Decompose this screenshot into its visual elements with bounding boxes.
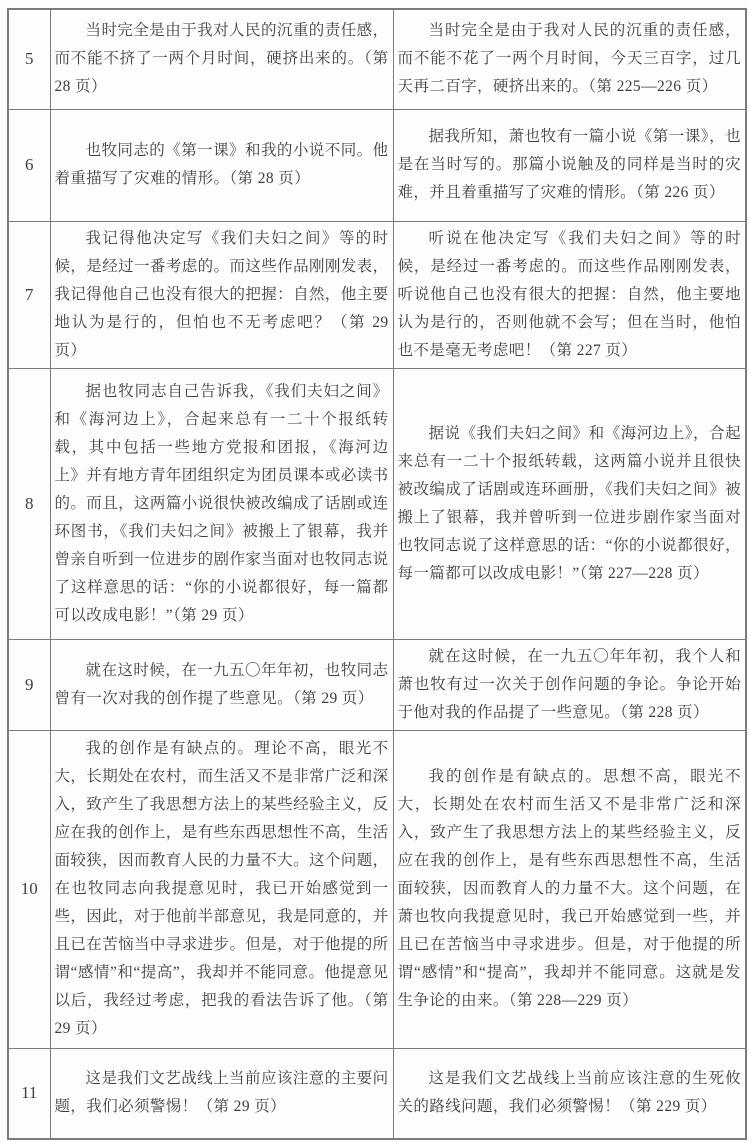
table-row <box>8 639 746 730</box>
version-b-cell <box>393 221 746 368</box>
version-b-cell <box>393 368 746 639</box>
row-number: 9 <box>8 639 50 730</box>
version-a-text: 当时完全是由于我对人民的沉重的责任感，而不能不挤了一两个月时间，硬挤出来的。（第 28 页） <box>54 22 389 96</box>
comparison-table <box>7 8 747 1140</box>
row-number: 8 <box>8 368 50 639</box>
version-a-cell <box>50 730 393 1048</box>
table-row <box>8 109 746 221</box>
version-b-text: 据我所知，萧也牧有一篇小说《第一课》，也是在当时写的。那篇小说触及的同样是当时的灾难，并且着重描写了灾难的情形。（第 226 页） <box>397 128 741 201</box>
version-b-text: 当时完全是由于我对人民的沉重的责任感，而不能不花了一两个月时间，今天三百字，过几天再二百字，硬挤出来的。（第 225—226 页） <box>397 22 741 96</box>
version-b-cell <box>393 9 746 109</box>
version-b-cell <box>393 1048 746 1139</box>
version-a-cell <box>50 368 393 639</box>
table-row <box>8 368 746 639</box>
table-row <box>8 221 746 368</box>
version-b-text: 据说《我们夫妇之间》和《海河边上》，合起来总有一二十个报纸转载，这两篇小说并且很快被改编成了话剧或连环画册，《我们夫妇之间》被搬上了银幕，我并曾听到一位进步剧作家当面对也牧同志说了这样意思的话：“你的小说都很好，每一篇都可以改成电影！”（第 227—228 页） <box>397 424 741 582</box>
version-a-cell <box>50 639 393 730</box>
table-row <box>8 730 746 1048</box>
version-a-text: 就在这时候，在一九五〇年年初，也牧同志曾有一次对我的创作提了些意见。（第 29 页） <box>54 661 389 707</box>
version-a-cell <box>50 109 393 221</box>
version-b-cell <box>393 730 746 1048</box>
version-b-text: 听说在他决定写《我们夫妇之间》等的时候，是经过一番考虑的。而这些作品刚刚发表，听说他自己也没有很大的把握：自然，他主要地认为是行的，否则他就不会写；但在当时，他怕也不是毫无考虑吧！（第 227 页） <box>397 229 741 359</box>
version-b-text: 就在这时候，在一九五〇年年初，我个人和萧也牧有过一次关于创作问题的争论。争论开始于他对我的作品提了一些意见。（第 228 页） <box>397 647 741 721</box>
table-row <box>8 9 746 109</box>
version-b-text: 这是我们文艺战线上当前应该注意的生死攸关的路线问题，我们必须警惕！（第 229 页） <box>397 1070 741 1116</box>
row-number: 6 <box>8 109 50 221</box>
row-number: 7 <box>8 221 50 368</box>
version-a-cell <box>50 221 393 368</box>
row-number: 11 <box>8 1048 50 1139</box>
version-a-text: 也牧同志的《第一课》和我的小说不同。他着重描写了灾难的情形。（第 28 页） <box>54 142 389 187</box>
version-b-text: 我的创作是有缺点的。思想不高，眼光不大，长期处在农村而生活又不是非常广泛和深入，致产生了我思想方法上的某些经验主义，反应在我的创作上，是有些东西思想性不高，生活面较狭，因而教育人的力量不大。这个问题，在萧也牧向我提意见时，我已开始感觉到一些，并且已在苦恼当中寻求进步。但是，对于他提的所谓“感情”和“提高”，我却并不能同意。这就是发生争论的由来。（第 228—229 页） <box>397 768 741 1009</box>
version-a-text: 我的创作是有缺点的。理论不高，眼光不大，长期处在农村，而生活又不是非常广泛和深入，致产生了我思想方法上的某些经验主义，反应在我的创作上，是有些东西思想性不高，生活面较狭，因而教育人民的力量不大。这个问题，在也牧同志向我提意见时，我已开始感觉到一些，因此，对于他前半部意见，我是同意的，并且已在苦恼当中寻求进步。但是，对于他提的所谓“感情”和“提高”，我却并不能同意。他提意见以后，我经过考虑，把我的看法告诉了他。（第 29 页） <box>54 740 389 1037</box>
row-number: 5 <box>8 9 50 109</box>
version-a-text: 这是我们文艺战线上当前应该注意的主要问题，我们必须警惕！（第 29 页） <box>54 1070 389 1116</box>
row-number: 10 <box>8 730 50 1048</box>
version-a-text: 我记得他决定写《我们夫妇之间》等的时候，是经过一番考虑的。而这些作品刚刚发表，我记得他自己也没有很大的把握：自然，他主要地认为是行的，但怕也不无考虑吧？（第 29 页） <box>54 229 389 359</box>
version-a-cell <box>50 1048 393 1139</box>
version-b-cell <box>393 109 746 221</box>
version-b-cell <box>393 639 746 730</box>
version-a-text: 据也牧同志自己告诉我，《我们夫妇之间》和《海河边上》，合起来总有一二十个报纸转载，其中包括一些地方党报和团报，《海河边上》并有地方青年团组织定为团员课本或必读书的。而且，这两篇小说很快被改编成了话剧或连环图书，《我们夫妇之间》被搬上了银幕，我并曾亲自听到一位进步的剧作家当面对也牧同志说了这样意思的话：“你的小说都很好，每一篇都可以改成电影！”（第 29 页） <box>54 382 389 624</box>
version-a-cell <box>50 9 393 109</box>
table-row <box>8 1048 746 1139</box>
